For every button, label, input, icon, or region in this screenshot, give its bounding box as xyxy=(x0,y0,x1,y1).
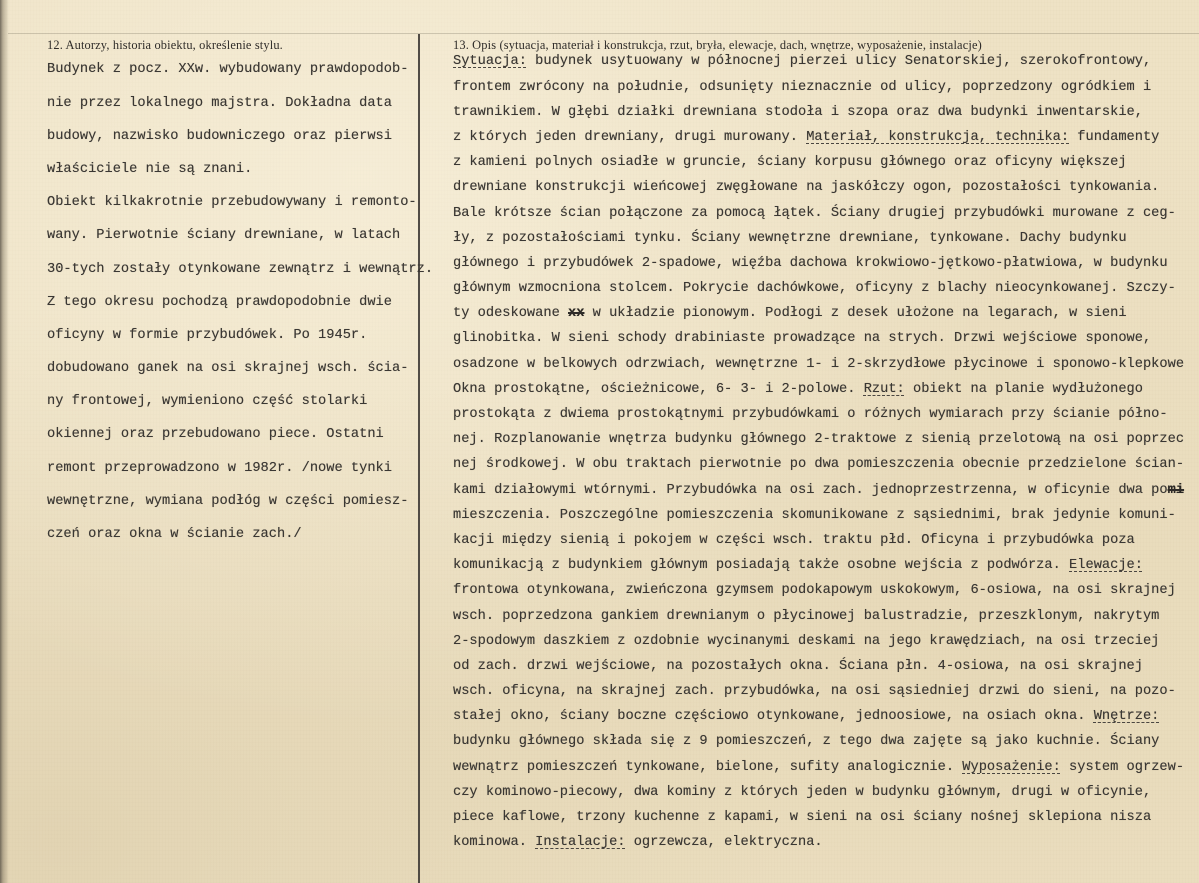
text-segment: komunikacją z budynkiem głównym posiadają także osobne wejścia z podwórza. xyxy=(453,558,1070,574)
right-text-line xyxy=(453,201,1184,226)
right-text-line xyxy=(453,830,1184,855)
left-column-text xyxy=(47,53,433,551)
right-text-line xyxy=(453,301,1184,326)
text-segment: frontem zwrócony na południe, odsunięty nieznacznie od ulicy, poprzedzony ogródkiem i xyxy=(453,79,1152,95)
struck-text: xx xyxy=(568,306,585,322)
text-segment: głównego i przybudówek 2-spadowe, więźba dachowa krokwiowo-jętkowo-płatwiowa, w budynku xyxy=(453,255,1168,271)
right-text-line xyxy=(453,755,1184,780)
section-heading-label: Rzut: xyxy=(863,381,905,397)
right-text-line xyxy=(453,326,1184,351)
text-segment: ogrzewcza, elektryczna. xyxy=(625,835,823,851)
text-segment: budynek usytuowany w północnej pierzei ulicy Senatorskiej, szerokofrontowy, xyxy=(526,54,1152,70)
left-text-line: remont przeprowadzono w 1982r. /nowe tynki xyxy=(47,460,392,476)
section-heading-label: Materiał, konstrukcja, technika: xyxy=(806,129,1070,145)
right-text-line xyxy=(453,578,1184,603)
text-segment: glinobitka. W sieni schody drabiniaste prowadzące na strych. Drzwi wejściowe sponowe, xyxy=(453,331,1152,347)
text-segment: piece kaflowe, trzony kuchenne z kapami, w sieni na osi ściany nośnej sklepiona nisza xyxy=(453,810,1152,826)
right-text-line xyxy=(453,427,1184,452)
text-segment: głównym wzmocniona stolcem. Pokrycie dachówkowe, oficyny z blachy nieocynkowanej. Szczy- xyxy=(453,281,1176,297)
text-segment: z kamieni polnych osiadłe w gruncie, ściany korpusu głównego oraz oficyny większej xyxy=(453,155,1127,171)
left-text-line: Obiekt kilkakrotnie przebudowywany i remonto- xyxy=(47,195,417,211)
text-segment: nej środkowej. W obu traktach pierwotnie po dwa pomieszczenia obecnie przedzielone ścian- xyxy=(453,457,1185,473)
right-text-line xyxy=(453,654,1184,679)
text-segment: w układzie pionowym. Podłogi z desek ułożone na legarach, w sieni xyxy=(584,306,1127,322)
text-segment: wewnątrz pomieszczeń tynkowane, bielone, sufity analogicznie. xyxy=(453,759,963,775)
text-segment: od zach. drzwi wejściowe, na pozostałych okna. Ściana płn. 4-osiowa, na osi skrajnej xyxy=(453,658,1143,674)
left-text-line: oficyny w formie przybudówek. Po 1945r. xyxy=(47,327,368,343)
left-text-line: okiennej oraz przebudowano piece. Ostatni xyxy=(47,427,384,443)
section-heading-label: Wyposażenie: xyxy=(962,759,1061,775)
right-text-line xyxy=(453,150,1184,175)
left-text-line: wewnętrzne, wymiana podłóg w części pomiesz- xyxy=(47,493,409,509)
text-segment: stałej okno, ściany boczne częściowo otynkowane, jednoosiowe, na osiach okna. xyxy=(453,709,1094,725)
section-heading-label: Elewacje: xyxy=(1069,558,1143,574)
section-heading-label: Sytuacja: xyxy=(453,54,527,70)
left-text-line: właściciele nie są znani. xyxy=(47,161,253,177)
right-text-line xyxy=(453,402,1184,427)
left-text-line: Z tego okresu pochodzą prawdopodobnie dwie xyxy=(47,294,392,310)
right-text-line xyxy=(453,49,1184,74)
left-text-line: wany. Pierwotnie ściany drewniane, w latach xyxy=(47,228,401,244)
right-text-line xyxy=(453,352,1184,377)
right-text-line xyxy=(453,377,1184,402)
right-text-line xyxy=(453,704,1184,729)
right-text-line xyxy=(453,125,1184,150)
form-top-rule xyxy=(8,33,1199,34)
left-text-line: nie przez lokalnego majstra. Dokładna data xyxy=(47,95,392,111)
left-text-line: ny frontowej, wymieniono część stolarki xyxy=(47,394,368,410)
right-text-line xyxy=(453,175,1184,200)
right-text-line xyxy=(453,805,1184,830)
text-segment: osadzone w belkowych odrzwiach, wewnętrzne 1- i 2-skrzydłowe płycinowe i sponowo-klepkowe xyxy=(453,356,1185,372)
text-segment: frontowa otynkowana, zwieńczona gzymsem podokapowym uskokowym, 6-osiowa, na osi skrajnej xyxy=(453,583,1176,599)
text-segment: trawnikiem. W głębi działki drewniana stodoła i szopa oraz dwa budynki inwentarskie, xyxy=(453,104,1143,120)
text-segment: prostokąta z dwiema prostokątnymi przybudówkami o różnych wymiarach przy ścianie półno- xyxy=(453,407,1168,423)
text-segment: drewniane konstrukcji wieńcowej zwęgłowane na jaskółczy ogon, pozostałości tynkowania. xyxy=(453,180,1160,196)
right-text-line xyxy=(453,679,1184,704)
right-text-line xyxy=(453,75,1184,100)
left-text-line: 30-tych zostały otynkowane zewnątrz i wewnątrz. xyxy=(47,261,434,277)
section-heading-label: Wnętrze: xyxy=(1093,709,1160,725)
text-segment: wsch. oficyna, na skrajnej zach. przybudówka, na osi sąsiedniej drzwi do sieni, na pozo- xyxy=(453,684,1176,700)
text-segment: kacji między sienią i pokojem w części wsch. traktu płd. Oficyna i przybudówka poza xyxy=(453,532,1135,548)
right-column-text xyxy=(453,49,1184,855)
right-text-line xyxy=(453,251,1184,276)
right-text-line xyxy=(453,100,1184,125)
text-segment: obiekt na planie wydłużonego xyxy=(904,381,1143,397)
section-12-header: 12. Autorzy, historia obiektu, określenie stylu. xyxy=(47,38,283,52)
right-text-line xyxy=(453,629,1184,654)
right-text-line xyxy=(453,452,1184,477)
text-segment: z których jeden drewniany, drugi murowany. xyxy=(453,129,807,145)
text-segment: czy kominowo-piecowy, dwa kominy z których jeden w budynku głównym, drugi w oficynie, xyxy=(453,784,1152,800)
right-text-line xyxy=(453,478,1184,503)
right-text-line xyxy=(453,604,1184,629)
text-segment: budynku głównego składa się z 9 pomieszczeń, z tego dwa zajęte są jako kuchnie. Ściany xyxy=(453,734,1160,750)
right-text-line xyxy=(453,503,1184,528)
text-segment: Okna prostokątne, ościeżnicowe, 6- 3- i 2-polowe. xyxy=(453,381,864,397)
text-segment: wsch. poprzedzona gankiem drewnianym o płycinowej balustradzie, przeszklonym, nakrytym xyxy=(453,608,1160,624)
scan-edge-shadow xyxy=(0,0,9,883)
right-text-line xyxy=(453,553,1184,578)
text-segment: mieszczenia. Poszczególne pomieszczenia skomunikowane z sąsiednimi, brak jedynie komuni- xyxy=(453,507,1176,523)
text-segment: nej. Rozplanowanie wnętrza budynku głównego 2-traktowe z sienią przelotową na osi poprzec xyxy=(453,432,1185,448)
text-segment: system ogrzew- xyxy=(1060,759,1185,775)
right-text-line xyxy=(453,276,1184,301)
text-segment: ły, z pozostałościami tynku. Ściany wewnętrzne drewniane, tynkowane. Dachy budynku xyxy=(453,230,1127,246)
left-text-line: dobudowano ganek na osi skrajnej wsch. ścia- xyxy=(47,361,409,377)
text-segment: fundamenty xyxy=(1069,129,1160,145)
left-text-line: czeń oraz okna w ścianie zach./ xyxy=(47,527,302,543)
right-text-line xyxy=(453,729,1184,754)
left-text-line: Budynek z pocz. XXw. wybudowany prawdopodob- xyxy=(47,62,409,78)
text-segment: ty odeskowane xyxy=(453,306,568,322)
text-segment: kami działowymi wtórnymi. Przybudówka na osi zach. jednoprzestrzenna, w oficynie dwa po xyxy=(453,482,1168,498)
right-text-line xyxy=(453,780,1184,805)
right-text-line xyxy=(453,528,1184,553)
left-text-line: budowy, nazwisko budowniczego oraz pierwsi xyxy=(47,128,392,144)
right-text-line xyxy=(453,226,1184,251)
text-segment: 2-spodowym daszkiem z ozdobnie wycinanymi deskami na jego krawędziach, na osi trzeciej xyxy=(453,633,1160,649)
section-heading-label: Instalacje: xyxy=(535,835,626,851)
text-segment: kominowa. xyxy=(453,835,536,851)
text-segment: Bale krótsze ścian połączone za pomocą łątek. Ściany drugiej przybudówki murowane z ceg- xyxy=(453,205,1176,221)
section-13-header: 13. Opis (sytuacja, materiał i konstrukcja, rzut, bryła, elewacje, dach, wnętrze, wyposażenie, instalacje) xyxy=(453,38,982,52)
struck-text: mi xyxy=(1167,482,1185,498)
